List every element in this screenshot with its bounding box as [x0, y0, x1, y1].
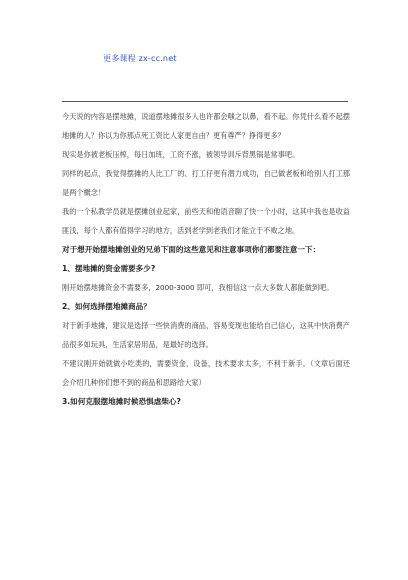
section-heading-2: 2、如何选择摆地摊商品？	[62, 302, 151, 311]
header-course-link[interactable]	[103, 53, 177, 64]
paragraph-goods: 对于新手地摊，建议是选择一些快消费的商品，容易变现也能给自己信心，这其中快消费产品很多如玩具，生活家居用品，是最好的选择。	[62, 321, 350, 349]
paragraph-intro: 今天说的内容是摆地摊，说道摆地摊很多人也许都会嗤之以鼻，看不起。你凭什么看不起摆地摊的人？你以为你那点死工资比人家更自由？更有尊严？挣得更多？	[62, 112, 350, 140]
paragraph-same-start: 同样的起点，我觉得摆摊的人比工厂的、打工仔更有潜力成功，自己做老板和给别人打工那是两个概念！	[62, 169, 350, 197]
paragraph-reality: 现实是你被老板压榨，每日加班，工资不涨，被领导训斥背黑锅是常事吧。	[62, 150, 300, 159]
paragraph-snacks: 不建议刚开始就做小吃类的，需要资金，设备，技术要求太多，不利于新手。（文章后面还会介绍几种你们想不到的商品和思路给大家）	[62, 359, 350, 387]
section-heading-1: 1、摆地摊的资金需要多少?	[62, 264, 156, 273]
section-heading-3: 3.如何克服摆地摊时候恐惧虐柴心?	[62, 397, 181, 406]
paragraph-funds: 刚开始摆地摊资金不需要多，2000-3000 即可，我相信这一点大多数人都能做到吧。	[62, 283, 334, 292]
section-heading-advice: 对于想开始摆地摊创业的兄弟下面的这些意见和注意事项你们都要注意一下：	[62, 245, 321, 254]
header-link-domain: zx-cc.net	[138, 54, 177, 63]
article-body	[62, 107, 350, 411]
paragraph-student: 我的一个私教学员就是摆摊创业起家，前些天和他语音聊了快一个小时，这其中我也是收益匪浅，每个人都有值得学习的地方，活到老学到老我们才能立于不败之地。	[62, 207, 350, 235]
header-link-label: 更多课程	[103, 54, 136, 63]
header-divider	[62, 101, 348, 102]
